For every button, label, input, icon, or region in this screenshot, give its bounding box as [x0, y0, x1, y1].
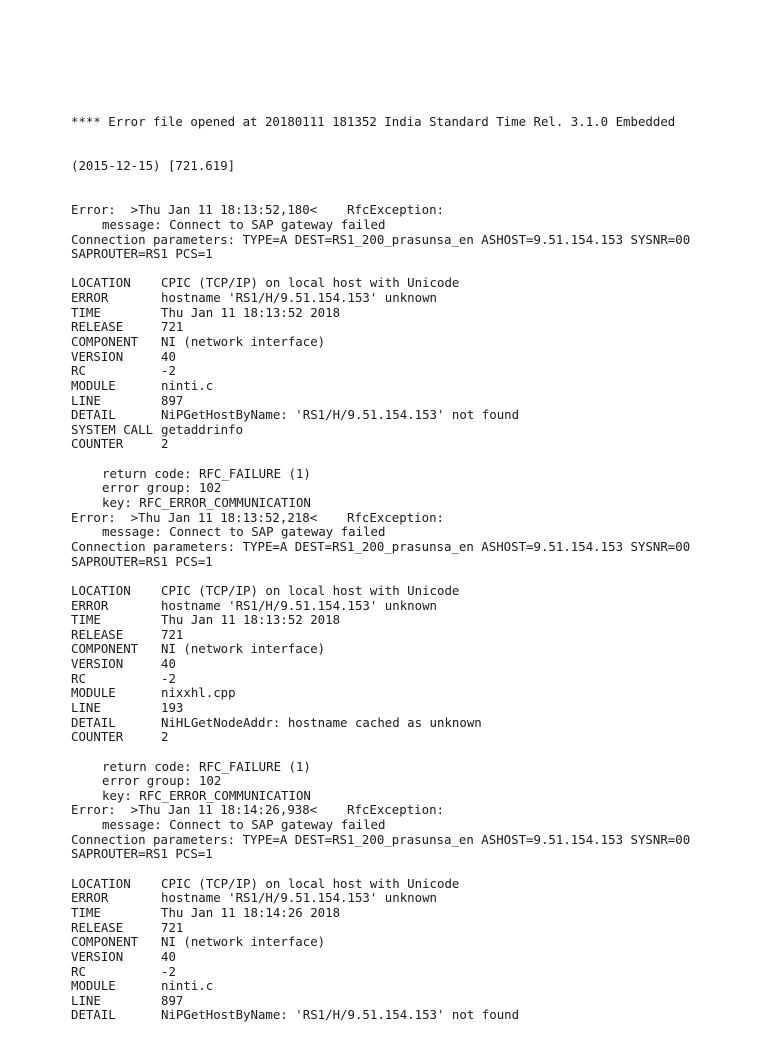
- field-row: [71, 628, 731, 643]
- field-key: COUNTER: [71, 729, 124, 745]
- error-message: message: Connect to SAP gateway failed: [102, 524, 386, 540]
- error-log-page: [71, 86, 731, 1038]
- field-row: [71, 906, 731, 921]
- field-key: COMPONENT: [71, 934, 139, 950]
- blank-line: [71, 745, 731, 760]
- return-info-line: return code: RFC_FAILURE (1): [102, 465, 311, 481]
- blank-line: [71, 452, 731, 467]
- field-key: RC: [71, 363, 86, 379]
- field-value: Thu Jan 11 18:14:26 2018: [161, 904, 341, 920]
- field-key: RELEASE: [71, 319, 124, 335]
- field-row: [71, 891, 731, 906]
- field-value: 193: [161, 700, 184, 715]
- field-key: LOCATION: [71, 582, 131, 598]
- return-info-line: return code: RFC_FAILURE (1): [102, 758, 311, 774]
- connection-parameters-cont: SAPROUTER=RS1 PCS=1: [71, 246, 213, 262]
- field-value: 2: [161, 436, 169, 452]
- return-info-line: error group: 102: [102, 480, 222, 496]
- error-line: Error: >Thu Jan 11 18:13:52,218< RfcException:: [71, 509, 444, 525]
- field-row: [71, 364, 731, 379]
- field-row: [71, 935, 731, 950]
- field-value: 721: [161, 319, 184, 335]
- field-key: SYSTEM CALL: [71, 421, 154, 437]
- field-key: MODULE: [71, 377, 116, 393]
- field-row: [71, 730, 731, 745]
- field-value: NiHLGetNodeAddr: hostname cached as unknown: [161, 714, 482, 730]
- field-value: CPIC (TCP/IP) on local host with Unicode: [161, 875, 460, 891]
- field-key: LINE: [71, 700, 101, 715]
- field-row: [71, 306, 731, 321]
- field-row: [71, 408, 731, 423]
- connection-parameters: Connection parameters: TYPE=A DEST=RS1_200_prasunsa_en ASHOST=9.51.154.153 SYSNR=00: [71, 538, 691, 554]
- field-key: VERSION: [71, 656, 124, 672]
- field-value: 721: [161, 626, 184, 642]
- field-value: Thu Jan 11 18:13:52 2018: [161, 612, 341, 628]
- field-value: nixxhl.cpp: [161, 685, 236, 701]
- field-row: [71, 437, 731, 452]
- field-value: ninti.c: [161, 978, 214, 994]
- field-row: [71, 320, 731, 335]
- field-value: 897: [161, 992, 184, 1008]
- field-key: LOCATION: [71, 275, 131, 291]
- blank-line: [71, 862, 731, 877]
- return-info-line: error group: 102: [102, 773, 222, 789]
- field-value: 2: [161, 729, 169, 745]
- field-key: LINE: [71, 992, 101, 1008]
- field-row: [71, 584, 731, 599]
- field-row: [71, 979, 731, 994]
- blank-line: [71, 569, 731, 584]
- field-value: NI (network interface): [161, 934, 326, 950]
- field-key: MODULE: [71, 685, 116, 701]
- field-row: [71, 921, 731, 936]
- field-key: COMPONENT: [71, 641, 139, 657]
- field-key: LINE: [71, 392, 101, 408]
- field-row: [71, 350, 731, 365]
- connection-parameters: Connection parameters: TYPE=A DEST=RS1_200_prasunsa_en ASHOST=9.51.154.153 SYSNR=00: [71, 231, 691, 247]
- field-key: TIME: [71, 904, 101, 920]
- field-value: ninti.c: [161, 377, 214, 393]
- field-row: [71, 394, 731, 409]
- error-blocks: [71, 203, 731, 1023]
- log-header-line: **** Error file opened at 20180111 181352 India Standard Time Rel. 3.1.0 Embedded: [71, 114, 676, 130]
- field-value: hostname 'RS1/H/9.51.154.153' unknown: [161, 290, 438, 306]
- field-key: MODULE: [71, 978, 116, 994]
- field-key: DETAIL: [71, 1007, 116, 1023]
- field-key: ERROR: [71, 890, 109, 906]
- field-key: DETAIL: [71, 714, 116, 730]
- field-row: [71, 642, 731, 657]
- field-row: [71, 335, 731, 350]
- field-key: RC: [71, 670, 86, 686]
- field-row: [71, 291, 731, 306]
- field-key: LOCATION: [71, 875, 131, 891]
- field-key: VERSION: [71, 348, 124, 364]
- field-key: VERSION: [71, 948, 124, 964]
- error-block: [71, 803, 731, 1023]
- log-header-line: (2015-12-15) [721.619]: [71, 158, 236, 174]
- field-value: 40: [161, 656, 176, 672]
- field-value: NiPGetHostByName: 'RS1/H/9.51.154.153' not found: [161, 407, 520, 423]
- field-value: CPIC (TCP/IP) on local host with Unicode: [161, 275, 460, 291]
- field-row: [71, 379, 731, 394]
- field-key: COUNTER: [71, 436, 124, 452]
- error-block: [71, 511, 731, 804]
- field-value: 40: [161, 348, 176, 364]
- connection-parameters-cont: SAPROUTER=RS1 PCS=1: [71, 553, 213, 569]
- field-value: CPIC (TCP/IP) on local host with Unicode: [161, 582, 460, 598]
- field-key: DETAIL: [71, 407, 116, 423]
- return-info-line: key: RFC_ERROR_COMMUNICATION: [102, 495, 311, 511]
- field-value: 40: [161, 948, 176, 964]
- error-block: [71, 203, 731, 510]
- field-key: RELEASE: [71, 919, 124, 935]
- field-value: Thu Jan 11 18:13:52 2018: [161, 304, 341, 320]
- field-value: getaddrinfo: [161, 421, 244, 437]
- field-key: RELEASE: [71, 626, 124, 642]
- field-row: [71, 994, 731, 1009]
- field-row: [71, 965, 731, 980]
- field-row: [71, 672, 731, 687]
- field-key: ERROR: [71, 290, 109, 306]
- field-value: NI (network interface): [161, 641, 326, 657]
- field-row: [71, 701, 731, 716]
- error-message: message: Connect to SAP gateway failed: [102, 216, 386, 232]
- error-message: message: Connect to SAP gateway failed: [102, 817, 386, 833]
- field-key: COMPONENT: [71, 333, 139, 349]
- field-value: NI (network interface): [161, 333, 326, 349]
- field-value: hostname 'RS1/H/9.51.154.153' unknown: [161, 890, 438, 906]
- connection-parameters: Connection parameters: TYPE=A DEST=RS1_200_prasunsa_en ASHOST=9.51.154.153 SYSNR=00: [71, 831, 691, 847]
- field-value: 897: [161, 392, 184, 408]
- field-value: -2: [161, 670, 176, 686]
- field-row: [71, 1008, 731, 1023]
- field-key: ERROR: [71, 597, 109, 613]
- return-info-line: key: RFC_ERROR_COMMUNICATION: [102, 787, 311, 803]
- field-value: -2: [161, 963, 176, 979]
- error-line: Error: >Thu Jan 11 18:13:52,180< RfcException:: [71, 202, 444, 218]
- field-row: [71, 613, 731, 628]
- field-value: NiPGetHostByName: 'RS1/H/9.51.154.153' not found: [161, 1007, 520, 1023]
- field-value: hostname 'RS1/H/9.51.154.153' unknown: [161, 597, 438, 613]
- blank-line: [71, 262, 731, 277]
- field-value: -2: [161, 363, 176, 379]
- field-row: [71, 657, 731, 672]
- field-key: TIME: [71, 304, 101, 320]
- field-row: [71, 686, 731, 701]
- field-row: [71, 716, 731, 731]
- connection-parameters-cont: SAPROUTER=RS1 PCS=1: [71, 846, 213, 862]
- field-row: [71, 950, 731, 965]
- field-key: RC: [71, 963, 86, 979]
- field-key: TIME: [71, 612, 101, 628]
- field-row: [71, 276, 731, 291]
- field-row: [71, 877, 731, 892]
- error-line: Error: >Thu Jan 11 18:14:26,938< RfcException:: [71, 802, 444, 818]
- field-row: [71, 599, 731, 614]
- field-value: 721: [161, 919, 184, 935]
- field-row: [71, 423, 731, 438]
